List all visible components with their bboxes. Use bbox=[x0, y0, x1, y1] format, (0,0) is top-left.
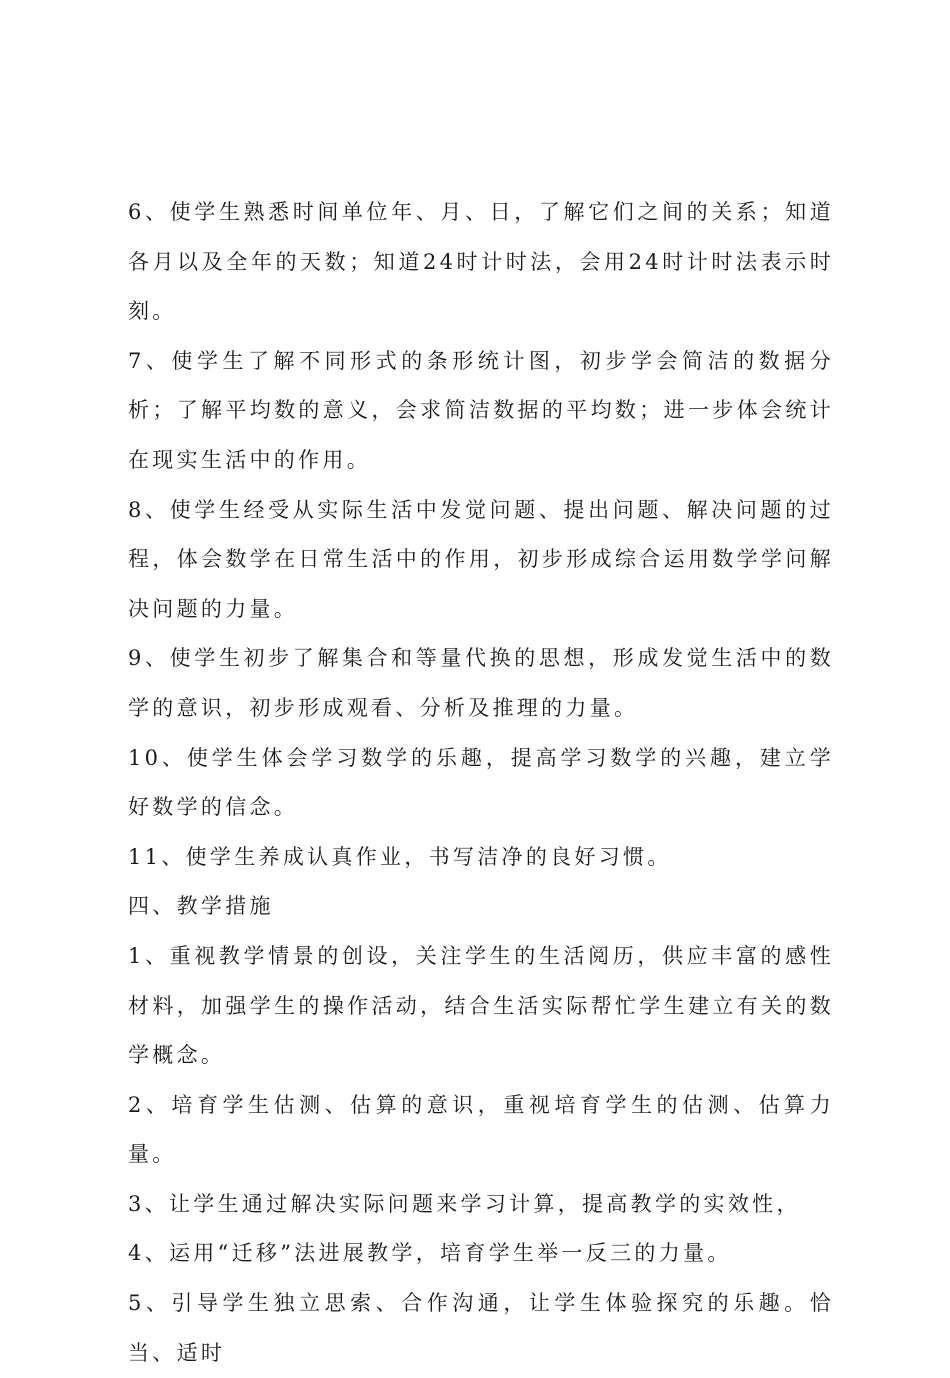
document-body bbox=[128, 188, 834, 1378]
paragraph-objective-7: 7、使学生了解不同形式的条形统计图，初步学会简洁的数据分析；了解平均数的意义，会求简洁数据的平均数；进一步体会统计在现实生活中的作用。 bbox=[128, 348, 834, 472]
section-heading-teaching-measures: 四、教学措施 bbox=[128, 894, 274, 919]
paragraph-objective-10: 10、使学生体会学习数学的乐趣，提高学习数学的兴趣，建立学好数学的信念。 bbox=[128, 745, 834, 820]
paragraph-objective-11: 11、使学生养成认真作业，书写洁净的良好习惯。 bbox=[128, 844, 672, 869]
paragraph-measure-1: 1、重视教学情景的创设，关注学生的生活阅历，供应丰富的感性材料，加强学生的操作活动，结合生活实际帮忙学生建立有关的数学概念。 bbox=[128, 943, 834, 1068]
paragraph-objective-8: 8、使学生经受从实际生活中发觉问题、提出问题、解决问题的过程，体会数学在日常生活中的作用，初步形成综合运用数学学问解决问题的力量。 bbox=[128, 497, 834, 621]
paragraph-measure-3: 3、让学生通过解决实际问题来学习计算，提高教学的实效性， bbox=[128, 1191, 801, 1216]
paragraph-measure-5: 5、引导学生独立思索、合作沟通，让学生体验探究的乐趣。恰当、适时 bbox=[128, 1291, 834, 1365]
paragraph-objective-9: 9、使学生初步了解集合和等量代换的思想，形成发觉生活中的数学的意识，初步形成观看、分析及推理的力量。 bbox=[128, 646, 834, 720]
paragraph-measure-2: 2、培育学生估测、估算的意识，重视培育学生的估测、估算力量。 bbox=[128, 1092, 834, 1167]
paragraph-measure-4: 4、运用“迁移”法进展教学，培育学生举一反三的力量。 bbox=[128, 1241, 732, 1266]
paragraph-objective-6: 6、使学生熟悉时间单位年、月、日，了解它们之间的关系；知道各月以及全年的天数；知道24时计时法，会用24时计时法表示时刻。 bbox=[128, 200, 834, 324]
